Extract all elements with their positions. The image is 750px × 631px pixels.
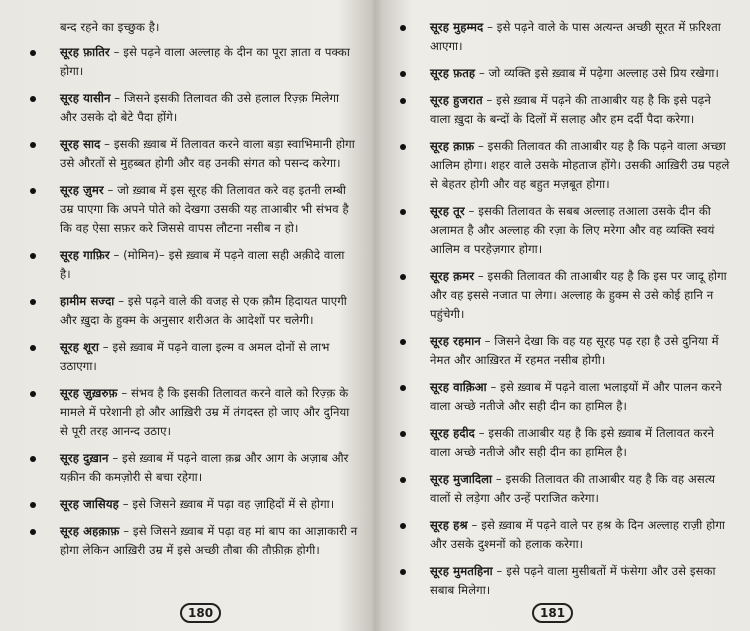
surah-description: – इसे पढ़ने वाले के पास अत्यन्त अच्छी सूरत में फ़रिश्ता आएगा।	[430, 20, 721, 53]
bullet-icon	[400, 71, 406, 77]
surah-title: सूरह मुहम्मद	[430, 20, 484, 34]
continuation-line: बन्द रहने का इच्छुक है।	[60, 20, 160, 34]
surah-title: सूरह हदीद	[430, 426, 475, 440]
list-item	[26, 43, 358, 81]
surah-description: – इसे ख़्वाब में पढ़ने की ताआबीर यह है कि इसे पढ़ने वाला ख़ुदा के बन्दों के दिलों में सलाह और हम दर्दी पैदा करेगा।	[430, 93, 711, 126]
surah-description: – इसे पढ़ने वाला अल्लाह के दीन का पूरा ज्ञाता व पक्का होगा।	[60, 45, 350, 78]
list-item	[396, 202, 734, 259]
surah-title: सूरह यासीन	[60, 91, 111, 105]
surah-title: सूरह जासियह	[60, 497, 119, 511]
bullet-icon	[400, 523, 406, 529]
list-item	[396, 562, 734, 600]
bullet-icon	[400, 144, 406, 150]
surah-title: हामीम सज्दा	[60, 294, 115, 308]
bullet-icon	[30, 299, 36, 305]
bullet-icon	[400, 431, 406, 437]
surah-title: सूरह अहक़ाफ़	[60, 524, 120, 538]
list-item	[26, 89, 358, 127]
list-item	[396, 91, 734, 129]
surah-description: – जिसने देखा कि वह यह सूरह पढ़ रहा है उसे दुनिया में नेमत और आख़िरत में रहमत नसीब होगी।	[430, 334, 719, 367]
bullet-icon	[400, 385, 406, 391]
list-item	[396, 64, 734, 83]
surah-title: सूरह मुमतहिना	[430, 564, 493, 578]
surah-description: – इसे पढ़ने वाले की वजह से एक क़ौम हिदायत पाएगी और ख़ुदा के हुक्म के अनुसार शरीअत के आदेशों पर चलेगी।	[60, 294, 347, 327]
surah-title: सूरह क़मर	[430, 269, 475, 283]
surah-title: सूरह साद	[60, 137, 101, 151]
surah-title: सूरह ज़ुख़रुफ़	[60, 386, 118, 400]
list-item	[26, 292, 358, 330]
list-item	[26, 246, 358, 284]
surah-description: – संभव है कि इसकी तिलावत करने वाले को रिज़्क़ के मामले में परेशानी हो और आख़िरी उम्र में तंगदस्त हो जाए और दुनिया से पूरी तरह आनन्द उठाए।	[60, 386, 350, 438]
bullet-icon	[400, 274, 406, 280]
list-item	[396, 424, 734, 462]
bullet-icon	[400, 98, 406, 104]
list-item	[26, 522, 358, 560]
list-item	[396, 470, 734, 508]
bullet-icon	[30, 188, 36, 194]
surah-description: – इसकी तिलावत के सबब अल्लाह तआला उसके दीन की अलामत है और अल्लाह की रज़ा के लिए मरेगा और वह व्यक्ति स्वयं आलिम व परहेज़गार होगा।	[430, 204, 715, 256]
right-items-list	[396, 18, 734, 600]
list-item	[26, 135, 358, 173]
bullet-icon	[30, 345, 36, 351]
bullet-icon	[30, 529, 36, 535]
list-item	[396, 378, 734, 416]
surah-description: – इसकी ख़्वाब में तिलावत करने वाला बड़ा स्वाभिमानी होगा उसे औरतों से मुहब्बत होगी और वह उनकी संगत को पसन्द करेगा।	[60, 137, 355, 170]
bullet-icon	[30, 50, 36, 56]
list-item	[26, 384, 358, 441]
surah-description: – जो ख़्वाब में इस सूरह की तिलावत करे वह इतनी लम्बी उम्र पाएगा कि अपने पोते को देखगा उसकी यह ताआबीर भी संभव है कि वह ऐसा सफ़र करे जिससे वापस लौटना नसीब न हो।	[60, 183, 349, 235]
list-item	[396, 332, 734, 370]
list-item	[396, 137, 734, 194]
list-item	[26, 338, 358, 376]
page-number-left: 180	[180, 603, 221, 623]
bullet-icon	[400, 339, 406, 345]
surah-title: सूरह हुजरात	[430, 93, 483, 107]
surah-description: – जिसने इसकी तिलावत की उसे हलाल रिज़्क़ मिलेगा और उसके दो बेटे पैदा होंगे।	[60, 91, 340, 124]
surah-title: सूरह फ़तह	[430, 66, 476, 80]
surah-title: सूरह दुख़ान	[60, 451, 109, 465]
surah-description: – इसे जिसने ख़्वाब में पढ़ा वह मां बाप का आज्ञाकारी न होगा लेकिन आख़िरी उम्र में इसे अच्छी तौबा की तौफ़ीक़ होगी।	[60, 524, 358, 557]
surah-description: – इसे ख़्वाब में पढ़ने वाला इल्म व अमल दोनों से लाभ उठाएगा।	[60, 340, 330, 373]
surah-description: – इसे ख़्वाब में पढ़ने वाले पर हश्र के दिन अल्लाह राज़ी होगा और उसके दुश्मनों को हलाक करेगा।	[430, 518, 726, 551]
left-items-list	[26, 43, 358, 560]
bullet-icon	[400, 209, 406, 215]
bullet-icon	[30, 456, 36, 462]
list-item	[396, 267, 734, 324]
surah-title: सूरह शूरा	[60, 340, 100, 354]
surah-description: – इसकी तिलावत की ताआबीर यह है कि पढ़ने वाला अच्छा आलिम होगा। शहर वाले उसके मोहताज होंगे। उसकी आख़िरी उम्र पहले से बेहतर होगी और वह बहुत मज़बूत होगा।	[430, 139, 730, 191]
left-page	[0, 0, 372, 631]
list-item	[396, 18, 734, 56]
surah-description: – इसे पढ़ने वाला मुसीबतों में फंसेगा और उसे इसका सबाब मिलेगा।	[430, 564, 716, 597]
bullet-icon	[30, 96, 36, 102]
surah-title: सूरह गाफ़िर	[60, 248, 110, 262]
right-page	[378, 0, 750, 631]
surah-title: सूरह तूर	[430, 204, 465, 218]
bullet-icon	[30, 142, 36, 148]
surah-description: – इसकी तिलावत की ताआबीर यह है कि वह असत्य वालों से लड़ेगा और उन्हें पराजित करेगा।	[430, 472, 716, 505]
surah-title: सूरह वाक़िआ	[430, 380, 487, 394]
surah-description: – इसे ख़्वाब में पढ़ने वाला क़ब्र और आग के अज़ाब और यक़ीन की कमज़ोरी से बचा रहेगा।	[60, 451, 349, 484]
list-item	[26, 449, 358, 487]
bullet-icon	[30, 502, 36, 508]
surah-title: सूरह मुजादिला	[430, 472, 493, 486]
list-item	[26, 181, 358, 238]
bullet-icon	[400, 477, 406, 483]
page-number-right: 181	[532, 603, 573, 623]
surah-description: – इसकी तिलावत की ताआबीर यह है कि इस पर जादू होगा और वह इससे नजात पा लेगा। अल्लाह के हुक्म से उसे कोई हानि न पहुंचेगी।	[430, 269, 727, 321]
bullet-icon	[30, 391, 36, 397]
surah-title: सूरह फ़ातिर	[60, 45, 110, 59]
surah-title: सूरह ज़ुमर	[60, 183, 104, 197]
list-item	[26, 495, 358, 514]
continuation-text	[26, 18, 358, 37]
bullet-icon	[400, 25, 406, 31]
surah-title: सूरह रहमान	[430, 334, 481, 348]
surah-description: – (मोमिन)– इसे ख़्वाब में पढ़ने वाला सही अक़ीदे वाला है।	[60, 248, 345, 281]
bullet-icon	[30, 253, 36, 259]
surah-description: – इसकी ताआबीर यह है कि इसे ख़्वाब में तिलावत करने वाला अच्छे नतीजे और सही दीन का हामिल है।	[430, 426, 715, 459]
surah-title: सूरह हश्र	[430, 518, 468, 532]
bullet-icon	[400, 569, 406, 575]
surah-description: – इसे जिसने ख़्वाब में पढ़ा वह ज़ाहिदों में से होगा।	[118, 497, 335, 511]
surah-description: – जो व्यक्ति इसे ख़्वाब में पढ़ेगा अल्लाह उसे प्रिय रखेगा।	[475, 66, 720, 80]
surah-title: सूरह क़ाफ़	[430, 139, 475, 153]
surah-description: – इसे ख़्वाब में पढ़ने वाला भलाइयों में और पालन करने वाला अच्छे नतीजे और सही दीन का हामिल है।	[430, 380, 722, 413]
list-item	[396, 516, 734, 554]
